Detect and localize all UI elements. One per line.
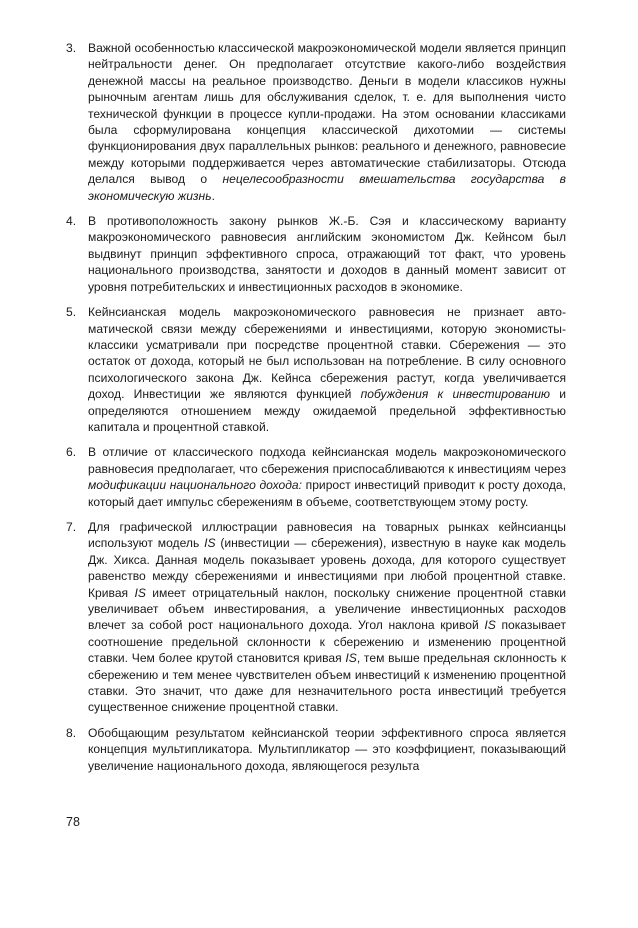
paragraph-text <box>88 213 566 295</box>
paragraph-text <box>88 40 566 204</box>
text-segment: Обобщающим результатом кейнсианской теории эффективного спроса является концепция мультипликатора. Мультипликатор — это коэффициент, показывающий увеличение национального дохода, являющегося результа <box>88 725 566 773</box>
text-segment: В противоположность закону рынков Ж.-Б. Сэя и классическому варианту макроэкономического равновесия английским экономистом Дж. Кейнсом был выдвинут принцип эффективного спроса, отражающий тот факт, что уровень национального производства, занятости и доходов в данный момент зависит от уровня потребительских и инвестиционных расходов в экономике. <box>88 214 566 294</box>
text-segment: Важной особенностью классической макроэкономической модели является принцип нейтральности денег. Он предполагает отсутствие какого-либо воздействия денежной массы на реальное производство. Деньги в модели классиков нужны рыночным агентам лишь для обслуживания сделок, т. е. для выполнения чисто технической функции в процессе купли-продажи. На этом основании классиками была сформулирована концепция классической дихотомии — системы функционирования двух параллельных рынков: реального и денежного, равновесие между которыми поддерживается через автоматические стабилизаторы. Отсюда делался вывод о <box>88 41 566 187</box>
emphasized-text: модификации национального дохода: <box>88 478 303 493</box>
item-number: 5. <box>66 305 77 320</box>
list-item-4 <box>66 213 566 295</box>
list-item-6 <box>66 444 566 510</box>
paragraph-text <box>88 444 566 510</box>
item-number: 4. <box>66 214 77 229</box>
item-number: 3. <box>66 41 77 55</box>
text-segment: Для графической иллюстрации равновесия на товарных рынках кейнсианцы используют модель <box>88 519 566 551</box>
text-segment: показывает соотношение предельной склонности к сбережению и изменению процентной ставки. Чем более крутой становится кривая <box>88 618 566 666</box>
list-item-7 <box>66 519 566 716</box>
emphasized-text: побуждения к инвестированию <box>360 387 551 402</box>
text-segment: . <box>211 188 215 203</box>
paragraph-text <box>88 519 566 716</box>
emphasized-text: нецелесообразности вмешательства государства в экономическую жизнь <box>88 172 566 203</box>
list-item-8 <box>66 725 566 774</box>
text-segment: прирост инвестиций приводит к росту дохода, который дает импульс сбережениям в объеме, соответствующем этому росту. <box>88 478 566 509</box>
list-item-5 <box>66 304 566 435</box>
text-segment: В отличие от классического подхода кейнсианская модель макроэкономического равновесия предполагает, что сбережения приспосабливаются к инвестициям через <box>88 445 566 476</box>
emphasized-text: IS <box>204 536 216 551</box>
emphasized-text: IS <box>134 585 146 600</box>
list-item-3 <box>66 40 566 204</box>
text-segment: имеет отрицательный наклон, поскольку снижение процентной ставки увеличивает объем инвестирования, а увеличение инвестиционных расходов влечет за собой рост национального дохода. Угол наклона кривой <box>88 585 566 633</box>
text-segment: Кейнсианская модель макроэкономического равновесия не признает автоматической связи между сбережениями и инвестициями, которую экономисты-классики усматривали при посредстве процентной ставки. Сбережения — это остаток от дохода, который не был использован на потребление. В силу основного психологического закона Дж. Кейнса сбережения растут, когда увеличивается доход. Инвестиции же являются функцией <box>88 305 566 402</box>
text-segment: и определяются отношением между ожидаемой предельной эффективностью капитала и процентной ставкой. <box>88 387 566 434</box>
text-segment: , тем выше предельная склонность к сбережению и тем менее чувствителен объем инвестиций к изменению процентной ставки. Это значит, что даже для незначительного роста инвестиций требуется существенное снижение процентной ставки. <box>88 651 566 715</box>
emphasized-text: IS <box>484 618 496 633</box>
paragraph-text <box>88 725 566 774</box>
document-page <box>66 40 566 783</box>
item-number: 8. <box>66 725 77 740</box>
item-number: 7. <box>66 519 77 534</box>
emphasized-text: IS <box>345 651 357 666</box>
text-segment: (инвестиции — сбережения), известную в науке как модель Дж. Хикса. Данная модель показывает уровень дохода, для которого существует равенство между сбережениями и инвестициями при любой процентной ставке. Кривая <box>88 536 566 600</box>
page-number: 78 <box>66 815 80 829</box>
item-number: 6. <box>66 445 77 460</box>
paragraph-text <box>88 304 566 435</box>
